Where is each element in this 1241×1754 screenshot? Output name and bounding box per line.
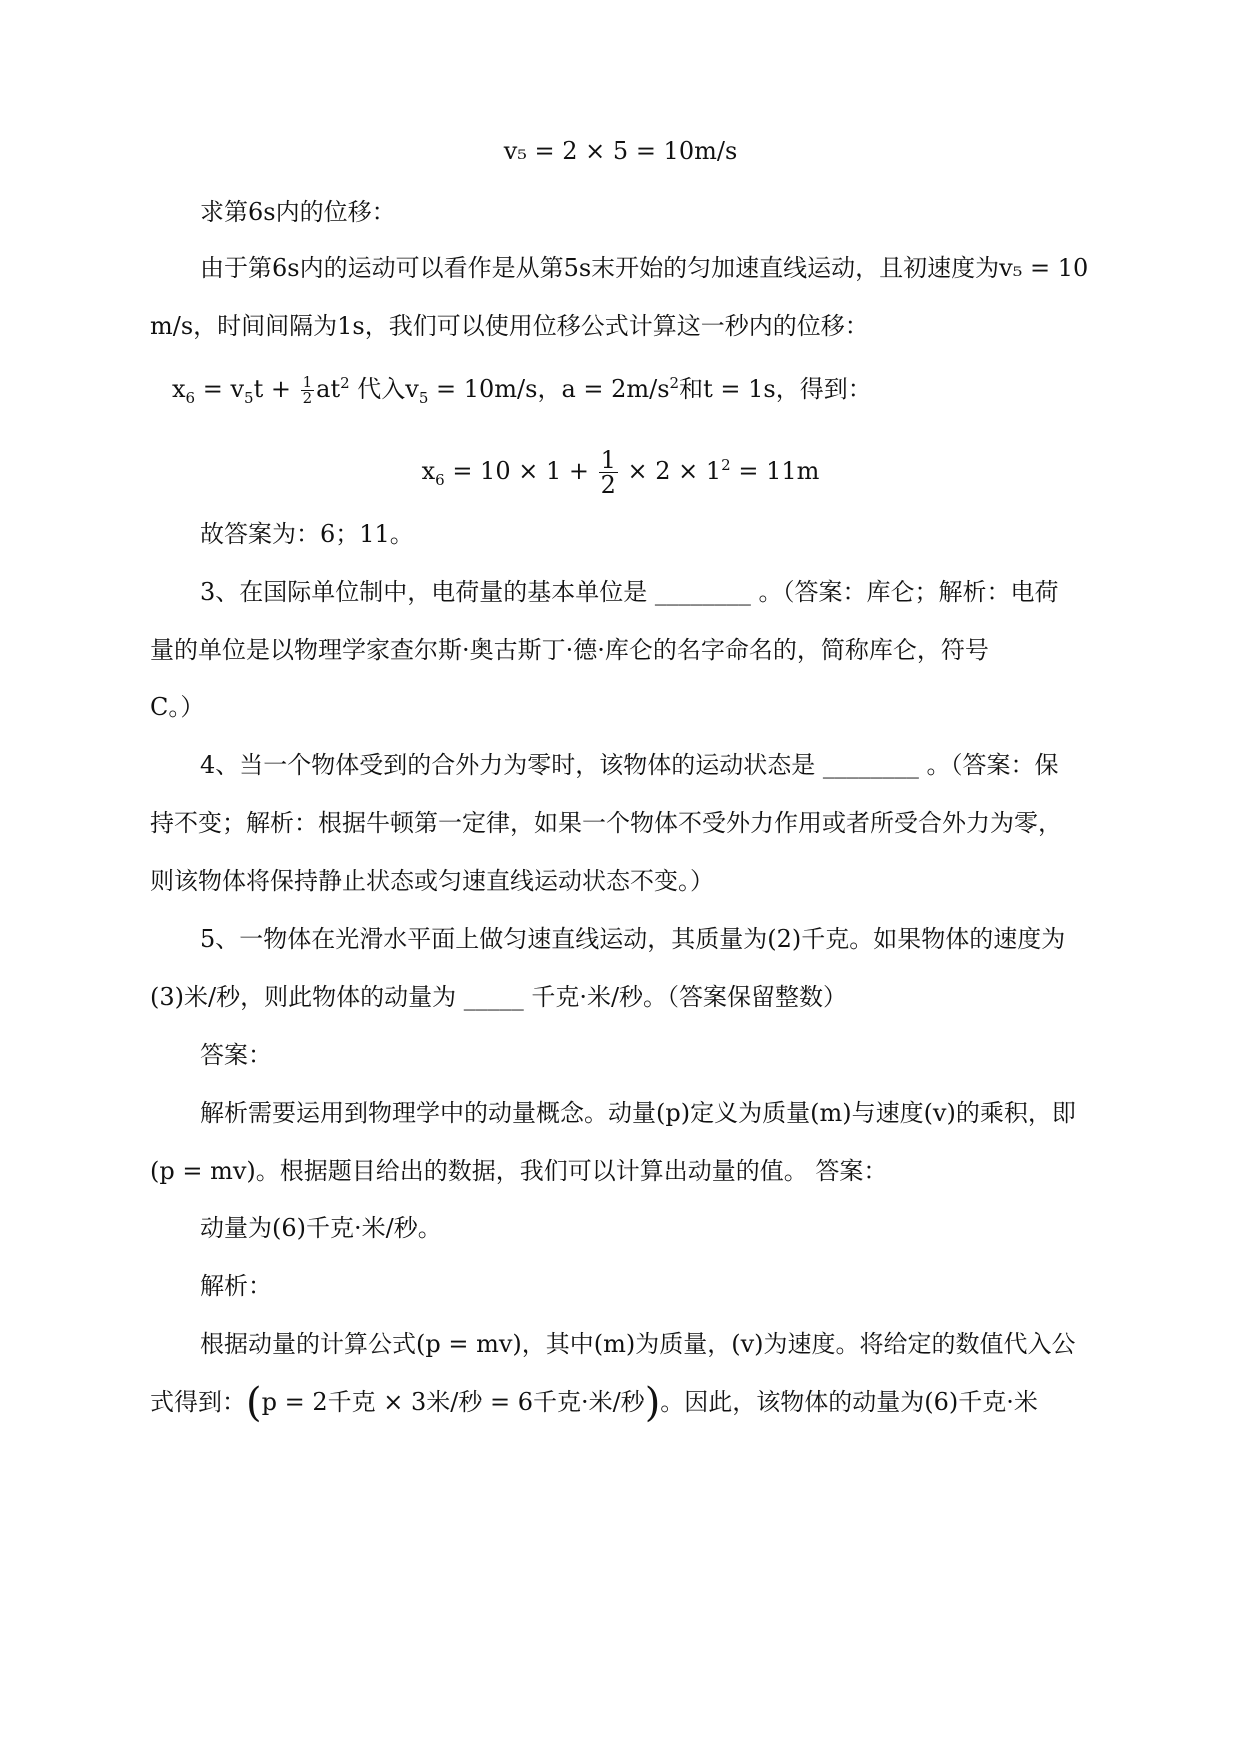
fraction	[599, 448, 618, 497]
superscript: 2	[721, 456, 731, 474]
subscript: 6	[435, 470, 445, 489]
formula-text: = 10 × 1 +	[444, 457, 597, 485]
paragraph-line: 故答案为：6；11。	[200, 520, 414, 548]
paragraph-line: (3)米/秒，则此物体的动量为 _____ 千克·米/秒。（答案保留整数）	[150, 983, 848, 1011]
question-5: 5、一物体在光滑水平面上做匀速直线运动，其质量为(2)千克。如果物体的速度为	[200, 925, 1066, 953]
formula-text: 式得到：	[150, 1388, 246, 1416]
superscript: 2	[669, 374, 680, 392]
fraction-numerator: 1	[302, 373, 313, 391]
formula-line-x6	[172, 372, 1112, 406]
paragraph-line: m/s，时间间隔为1s，我们可以使用位移公式计算这一秒内的位移：	[150, 312, 869, 340]
formula-text: t +	[253, 375, 299, 403]
paragraph-line: 由于第6s内的运动可以看作是从第5s末开始的匀加速直线运动，且初速度为v₅ = 10	[200, 254, 1089, 282]
question-4: 4、当一个物体受到的合外力为零时，该物体的运动状态是 ________ 。（答案：保	[200, 751, 1059, 779]
fraction-denominator: 2	[600, 471, 616, 499]
formula-text: p = 2千克 × 3米/秒 = 6千克·米/秒	[261, 1388, 645, 1416]
equation-v5: v₅ = 2 × 5 = 10m/s	[503, 137, 738, 165]
subscript: 5	[418, 388, 429, 407]
equation-x6-result	[0, 448, 1241, 497]
formula-text: x	[421, 457, 436, 485]
paragraph-line: 量的单位是以物理学家查尔斯·奥古斯丁·德·库仑的名字命名的，简称库仑，符号	[150, 636, 989, 664]
analysis-label: 解析：	[200, 1272, 272, 1300]
paragraph-line: 根据动量的计算公式(p = mv)，其中(m)为质量，(v)为速度。将给定的数值代入公	[200, 1330, 1076, 1358]
formula-text: 和t = 1s，得到：	[679, 375, 872, 403]
formula-text: 代入v	[349, 375, 419, 403]
fraction	[301, 375, 315, 406]
answer-label: 答案：	[200, 1041, 272, 1069]
paragraph-line: 持不变；解析：根据牛顿第一定律，如果一个物体不受外力作用或者所受合外力为零，	[150, 809, 1062, 837]
formula-text: at	[316, 375, 341, 403]
subscript: 5	[244, 388, 254, 407]
formula-text: = 10m/s，a = 2m/s	[428, 375, 670, 403]
paragraph-line	[150, 1380, 1090, 1426]
subscript: 6	[185, 388, 196, 407]
superscript: 2	[340, 374, 350, 392]
formula-text: x	[172, 375, 186, 403]
paragraph-line: 求第6s内的位移：	[200, 198, 396, 226]
paragraph-line: 解析需要运用到物理学中的动量概念。动量(p)定义为质量(m)与速度(v)的乘积，即	[200, 1099, 1076, 1127]
formula-text: × 2 × 1	[619, 457, 722, 485]
formula-text: = v	[195, 375, 245, 403]
formula-text: = 11m	[730, 457, 820, 485]
paragraph-line: 则该物体将保持静止状态或匀速直线运动状态不变。）	[150, 867, 714, 895]
formula-text: 。因此，该物体的动量为(6)千克·米	[660, 1388, 1038, 1416]
paragraph-line: C。）	[150, 693, 205, 721]
paren-left: (	[246, 1380, 262, 1426]
fraction-numerator: 1	[600, 446, 616, 474]
paragraph-line: 动量为(6)千克·米/秒。	[200, 1214, 442, 1242]
question-3: 3、在国际单位制中，电荷量的基本单位是 ________ 。（答案：库仑；解析：电荷	[200, 578, 1059, 606]
paren-right: )	[644, 1380, 661, 1426]
fraction-denominator: 2	[302, 389, 313, 407]
paragraph-line: (p = mv)。根据题目给出的数据，我们可以计算出动量的值。 答案：	[150, 1157, 888, 1185]
